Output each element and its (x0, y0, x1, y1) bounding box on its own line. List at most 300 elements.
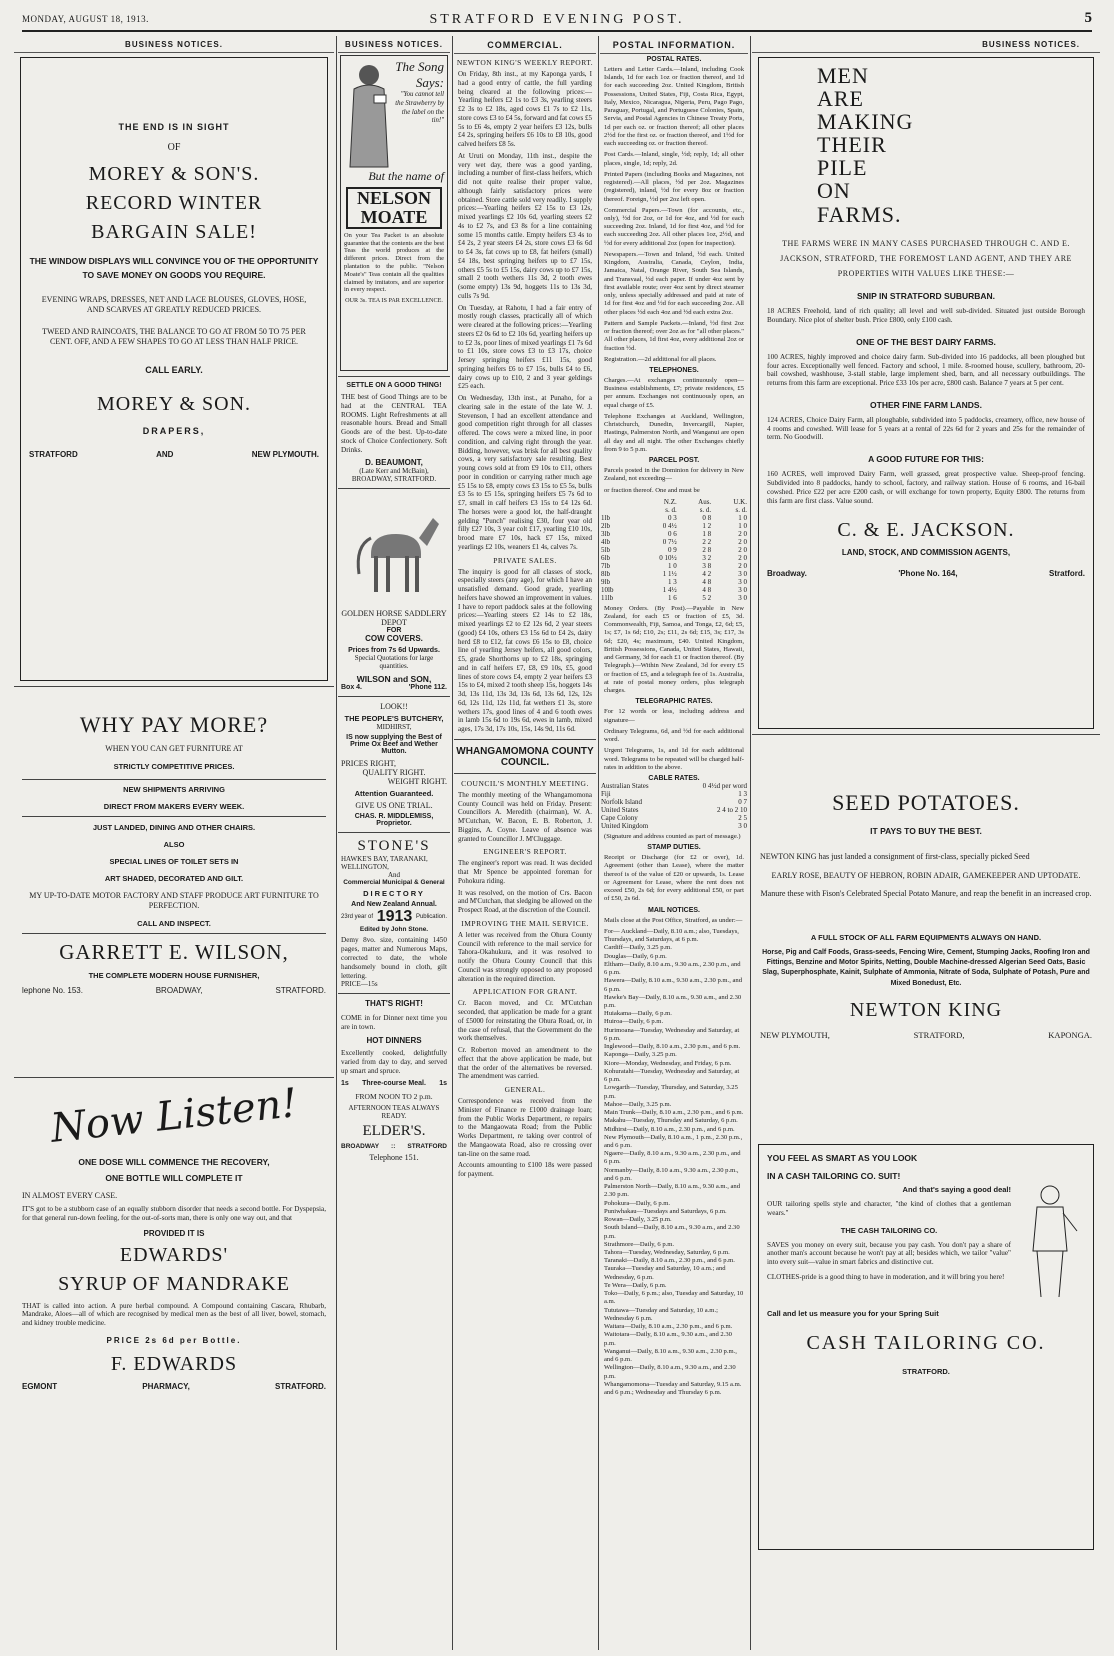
ad-line: CHAS. R. MIDDLEMISS, (354, 813, 434, 821)
ad-script-heading: Now Listen! (48, 1080, 300, 1152)
rate-cell: 0 9 (668, 545, 677, 554)
cable-row (600, 790, 748, 798)
mail-schedule-item: Huiroa—Daily, 6 p.m. (604, 1018, 664, 1026)
article-subheading: APPLICATION FOR GRANT. (472, 987, 578, 997)
rate-cell: 3 0 (738, 585, 747, 594)
mail-schedule-item: Eltham—Daily, 8.10 a.m., 9.30 a.m., 2.30 p.m., and 6 p.m. (604, 960, 741, 977)
ad-heading: MAKING (817, 109, 914, 135)
ad-subheading: A GOOD FUTURE FOR THIS: (868, 454, 984, 465)
section-heading: COMMERCIAL. (454, 40, 596, 54)
ad-line: CALL AND INSPECT. (137, 919, 211, 928)
ad-footer-item: STRATFORD (29, 449, 78, 459)
rate-cell: 1 6 (668, 593, 677, 602)
mail-schedule-item: Douglas—Daily, 6 p.m. (604, 952, 667, 960)
ad-subheading: ONE OF THE BEST DAIRY FARMS. (856, 336, 996, 347)
ad-line: THE END IS IN SIGHT (118, 122, 230, 132)
ad-body: IT'S got to be a stubborn case of an equally stubborn disorder that needs a second bottle. For Dyspepsia, for that general run-down feeling, for the out-of-sorts man, there is only one way out, and that (22, 1205, 326, 1222)
ad-heading: GARRETT E. WILSON, (59, 940, 289, 964)
rate-cell: 3 0 (738, 577, 747, 586)
cable-row (600, 782, 748, 790)
mail-schedule-item: Palmerston North—Daily, 8.10 a.m., 9.30 a.m., and 2.30 p.m. (604, 1183, 741, 1199)
section-heading: BUSINESS NOTICES. (752, 40, 1100, 53)
ad-heading: SETTLE ON A GOOD THING! (346, 382, 442, 389)
rate-cell: 1 8 (702, 529, 712, 538)
rate-row (600, 546, 748, 554)
rate-cell: Aus. (698, 497, 712, 506)
article-paragraph: The inquiry is good for all classes of stock, especially steers (any age), for which I have an unsatisfied demand. Good grade, yearling heifers have showed an improvement in values. I have to report paddock sales at the following prices:—Yearling steers £2 14s to £2 18s, mixed yearlings £2 to £2 12s 6d, 2 year steers (good) £4 10s, others £3 15s 6d to £4 2s, dairy herd £8 to £12, fat cows £6 15s to £8, choice line of yearling Jersey heifers, all good colors, £5, grade Shorthorns up to £2 18s, springing and in calf heifers £7, £8, £9 10s, £5, good lines of store cows £4, empty 2 year heifers £3 15s to £4, mixed 2 tooth sheep 15s, hoggets 14s 3d, 13s 11d, 13s 3d, 13s 6d, 13s 6d, 12s, 12s 6d, 12s 11d, 12s 11d, fat wethers £1 3s, store wethers 17s, good lines of 4 and 6 tooth ewes in lamb 15s 6d to 19s 6d, ewes in lamb, mixed ages, 17s 3d, 17s 10s, 15s, 14s 9d, 11s 6d. (458, 567, 592, 733)
section-heading: BUSINESS NOTICES. (14, 40, 334, 53)
postal-subheading: TELEPHONES. (649, 366, 699, 374)
rate-cell: 0 4½ (662, 521, 677, 530)
ad-line: QUALITY RIGHT. (362, 768, 426, 778)
ad-golden-horse-saddlery (338, 494, 450, 691)
rate-cell: 2 0 (738, 545, 747, 554)
cable-cell: United Kingdom (601, 822, 649, 830)
rate-cell: s. d. (665, 505, 677, 514)
ad-line: JUST LANDED, DINING AND OTHER CHAIRS. (92, 823, 256, 832)
ad-line: THE CASH TAILORING CO. (840, 1225, 938, 1235)
ad-heading: THEIR (817, 132, 887, 158)
ad-heading: BARGAIN SALE! (91, 221, 257, 243)
rate-cell: s. d. (699, 505, 712, 514)
cable-cell: 0 4½d per word (702, 782, 747, 790)
ad-line: AFTERNOON TEAS ALWAYS READY. (348, 1104, 440, 1121)
ad-body: CLOTHES-pride is a good thing to have in moderation, and it will bring you here! (767, 1272, 1005, 1281)
ad-line: IT PAYS TO BUY THE BEST. (870, 826, 982, 836)
mail-schedule-item: Lowgarth—Tuesday, Thursday, and Saturday, 3.25 p.m. (604, 1084, 738, 1100)
ad-line: MIDHIRST, (376, 723, 412, 732)
article-title: NEWTON KING'S WEEKLY REPORT. (456, 58, 594, 67)
rate-cell: 2 0 (738, 529, 747, 538)
ad-line: STRICTLY COMPETITIVE PRICES. (113, 762, 235, 771)
mail-schedule-item: Huiakama—Daily, 6 p.m. (604, 1010, 672, 1018)
rate-cell: 2 0 (738, 537, 747, 546)
ad-footer-item: STRATFORD. (275, 1381, 326, 1391)
cable-row (600, 806, 748, 814)
column-rule (750, 36, 751, 1650)
ad-line: WHEN YOU CAN GET FURNITURE AT (105, 744, 243, 753)
ad-line: Commercial Municipal & General (343, 879, 445, 887)
ad-footer-item: EGMONT (22, 1381, 58, 1391)
postal-paragraph: Money Orders. (By Post).—Payable in New Zealand, for each £5 or fraction of £5, 3d. Commonwealth, Fiji, Samoa, and Tonga, £2, 6d; £5, 1s; £7, 1s 6d; £10, 2s; £11, 2s 6d; £15, 3s; £17, 3s 6d; £20, 4s; maximum, £40. United Kingdom, British Possessions, Canada, United States, Hawaii, and Germany, 3d for each £1 or fraction thereof. (By Telegraph.)—Within New Zealand, 3d for every £5 or fraction of £5, and a telegraph fee of 1s. Australia, at rate of postal money orders, plus telegraph charges. (604, 604, 744, 695)
rate-cell: 1 3 (668, 577, 677, 586)
ad-heading: ELDER'S. (362, 1123, 426, 1140)
cable-cell: United States (601, 806, 639, 814)
ad-footer-item: :: (391, 1143, 396, 1151)
ad-footer (29, 450, 319, 459)
rate-cell: 0 7½ (662, 537, 677, 546)
mail-schedule-item: Whangamomona—Tuesday and Saturday, 9.15 a.m. and 6 p.m.; Wednesday and Thursday 6 p.m. (604, 1380, 742, 1396)
ad-body: 124 ACRES, Choice Dairy Farm, all ploughable, subdivided into 5 paddocks, creamery, office, new house of 4 rooms and cowshed. Will lease for 5 years at a rental of 22s 6d for 2 years and 25s for the remainder of term. No Goodwill. (767, 415, 1085, 442)
ad-cash-tailoring (758, 1144, 1094, 1550)
ad-footer-item: STRATFORD, (913, 1029, 965, 1040)
rate-cell: 1 0 (668, 561, 677, 570)
rate-cell: 6lb (601, 553, 610, 562)
mail-schedule-item: Midhirst—Daily, 8.10 a.m., 2.30 p.m., and 6 p.m. (604, 1125, 735, 1133)
ad-garrett-wilson (14, 692, 334, 1072)
ad-beaumont (338, 382, 450, 483)
ad-body: THE best of Good Things are to be had at the CENTRAL TEA ROOMS. Light Refreshments at all reasonable hours. Bread and Small Goods are of the best. Up-to-date stock of Choice Confectionery. Soft Drinks. (341, 393, 447, 454)
mail-schedule-item: Waitotara—Daily, 8.10 a.m., 9.30 a.m., and 2.30 p.m. (604, 1331, 732, 1347)
rate-cell: 10lb (601, 585, 614, 594)
ad-line: STRATFORD. (902, 1367, 950, 1376)
horse-illustration (341, 494, 445, 604)
ad-line: HOT DINNERS (366, 1035, 422, 1045)
ad-line: PROVIDED IT IS (143, 1228, 205, 1238)
mail-schedule-item: Hurimoana—Tuesday, Wednesday and Saturday, at 6 p.m. (604, 1026, 740, 1042)
rate-row (600, 594, 748, 602)
ad-body: Demy 8vo. size, containing 1450 pages, matter and Numerous Maps, corrected to date, the whole handsomely bound in cloth, gilt lettering. (341, 936, 447, 980)
ad-footer-item: 23rd year of (341, 914, 374, 921)
postal-paragraph: or fraction thereof. One and must be (604, 486, 700, 494)
rate-cell: 2 0 (738, 561, 747, 570)
rate-cell: 1 1½ (662, 569, 677, 578)
article-paragraph: The engineer's report was read. It was decided that Mr Spence be appointed foreman for Pohokura riding. (458, 859, 592, 885)
ad-line: D. BEAUMONT, (365, 458, 423, 468)
ad-heading: WHY PAY MORE? (79, 712, 269, 737)
ad-line: Special Quotations for large quantities. (354, 654, 434, 671)
postal-paragraph: For 12 words or less, including address and signature— (604, 708, 744, 724)
rate-cell: 1 0 (738, 513, 747, 522)
mail-schedule-item: Wellington—Daily, 8.10 a.m., 9.30 a.m., and 2.30 p.m. (604, 1364, 736, 1380)
article-paragraph: Accounts amounting to £100 18s were passed for payment. (458, 1161, 592, 1178)
rate-row (600, 562, 748, 570)
woman-with-cup-illustration (344, 59, 394, 169)
ad-line: PRICE 2s 6d per Bottle. (106, 1335, 242, 1345)
mail-schedule-item: Hawera—Daily, 8.10 a.m., 9.30 a.m., 2.30 p.m., and 6 p.m. (604, 977, 743, 993)
ad-line: A FULL STOCK OF ALL FARM EQUIPMENTS ALWAYS ON HAND. (810, 933, 1042, 943)
ad-footer-item: AND (156, 449, 174, 459)
rate-cell: 5lb (601, 545, 610, 554)
rate-row (600, 522, 748, 530)
column-3 (454, 36, 596, 1650)
ad-heading: MOREY & SON'S. (88, 163, 260, 185)
ad-subheading: OTHER FINE FARM LANDS. (870, 399, 982, 410)
ad-line: WILSON and SON, (356, 674, 432, 685)
cable-cell: 0 7 (738, 798, 747, 806)
cable-cell: Cape Colony (601, 814, 638, 822)
ad-line: FROM NOON TO 2 p.m. (355, 1092, 433, 1102)
rate-cell: 1 0 (738, 521, 747, 530)
article-subheading: GENERAL. (504, 1085, 546, 1094)
rate-cell: 3 8 (702, 561, 712, 570)
rate-row (600, 530, 748, 538)
column-5 (752, 36, 1100, 1650)
rate-row (600, 586, 748, 594)
article-paragraph: On Friday, 8th inst., at my Kaponga yards, I had a good entry of cattle, the full yarding being cleared at the following prices:—Yearling heifers £2 1s to £3 3s, yearling steers £2 3s to £2 18s, aged cows £1 7s to £2 11s, store cows £3 to £4 5s, forward and fat cows £5 5s to £6 4s, empty 2 year heifers £3 12s, bulls £4 2s, springing heifers £6 10s to £8 10s, good calved heifers £8 5s. (458, 70, 592, 148)
ad-heading: SYRUP OF MANDRAKE (58, 1272, 290, 1295)
mail-schedule-item: Strathmore—Daily, 6 p.m. (604, 1240, 675, 1248)
mail-schedule-item: Makahu—Tuesday, Thursday and Saturday, 6 p.m. (604, 1117, 738, 1125)
ad-subheading: SNIP IN STRATFORD SUBURBAN. (856, 291, 996, 302)
ad-footer (760, 1030, 1092, 1040)
rate-cell: 5 2 (702, 593, 712, 602)
ad-line: (Late Kerr and McBain), (359, 467, 429, 476)
ad-line: Manure these with Fison's Celebrated Special Potato Manure, and reap the benefit in an increased crop. (760, 889, 1092, 899)
ad-line: DRAPERS, (142, 425, 206, 436)
rate-cell: 0 6 (668, 529, 677, 538)
mail-schedule-item: Tauraka—Tuesday and Saturday, 10 a.m.; and Wednesday, 6 p.m. (604, 1265, 726, 1281)
rate-cell: 0 3 (668, 513, 677, 522)
ad-body: THAT is called into action. A pure herbal compound. A Compound containing Cascara, Rhubarb, Mandrake, Aloes—all of which are recognised by medical men as the best of all liver, bowel, stomach, and kidney trouble medicine. (22, 1301, 326, 1328)
article-paragraph: Cr. Bacon moved, and Cr. M'Cutchan seconded, that application be made for a grant of £5000 for reinstating the Ohura Road, or, in the case of refusal, that the Government do the work themselves. (458, 999, 592, 1043)
cable-cell: Norfolk Island (601, 798, 643, 806)
ad-line: Prices from 7s 6d Upwards. (348, 647, 440, 655)
ad-body: Excellently cooked, delightfully varied from day to day, and served up smart and spruce. (341, 1048, 447, 1075)
ad-newton-king-seed-potatoes (752, 740, 1100, 1140)
ad-line: Edited by John Stone. (359, 926, 429, 934)
ad-heading-stack (817, 64, 1085, 226)
ad-footer-item: BROADWAY (341, 1143, 380, 1151)
ad-footer-item: KAPONGA. (1048, 1029, 1092, 1040)
mail-schedule-item: South Island—Daily, 8.10 a.m., 9.30 a.m., and 2.30 p.m. (604, 1224, 740, 1240)
mail-schedule-item: Waitara—Daily, 8.10 a.m., 2.30 p.m., and 6 p.m. (604, 1323, 733, 1331)
gentleman-figure-illustration (1015, 1181, 1085, 1301)
rate-cell: 2lb (601, 521, 610, 530)
cable-cell: 1 3 (738, 790, 747, 798)
postal-subheading: TELEGRAPHIC RATES. (635, 698, 713, 706)
ad-line: DIRECTORY (363, 889, 425, 899)
ad-line: Attention Guaranteed. (354, 789, 434, 799)
ad-line: ONE BOTTLE WILL COMPLETE IT (105, 1173, 243, 1183)
ad-line: Call and let us measure you for your Spring Suit (767, 1309, 939, 1318)
ad-line: OF (167, 142, 181, 153)
rate-row (600, 554, 748, 562)
ad-line: NEW SHIPMENTS ARRIVING (123, 785, 225, 794)
ad-footer-item: Stratford. (1049, 569, 1085, 579)
ad-body: Horse, Pig and Calf Foods, Grass-seeds, Fencing Wire, Cement, Stumping Jacks, Roofing Iron and Fittings, Benzine and Motor Spirits, Netting, Double Machine-dressed Algerian Seed Oats, Basic Slag, Superphosphate, Kainit, Sulphate of Ammonia, Nitrate of Soda, Sulphate of Potash, Pure and Mixed Bonedust, Etc. (762, 949, 1090, 987)
postal-paragraph: Ordinary Telegrams, 6d, and ½d for each additional word. (604, 727, 744, 744)
postal-subheading: STAMP DUTIES. (647, 844, 701, 852)
ad-heading: MEN (817, 63, 869, 88)
rate-cell: 1 2 (702, 521, 712, 530)
mail-schedule-item: Hawke's Bay—Daily, 8.10 a.m., 9.30 a.m., and 2.30 p.m. (604, 993, 742, 1009)
mail-schedule-item: Wanganui—Daily, 8.10 a.m., 9.30 a.m., 2.30 p.m., and 6 p.m. (604, 1347, 737, 1364)
ad-line: ALSO (163, 840, 185, 849)
rate-cell: N.Z. (663, 497, 677, 506)
cable-cell: 2 4 to 2 10 (717, 806, 747, 814)
mail-schedule-item: Te Wera—Daily, 6 p.m. (604, 1281, 667, 1289)
mail-schedule-item: Kohuratahi—Tuesday, Wednesday and Saturday, at 6 p.m. (604, 1067, 740, 1084)
ad-footer (767, 569, 1085, 578)
postal-paragraph: Pattern and Sample Packets.—Inland, ½d first 2oz or fraction thereof; over 2oz as for "all other places." All other places, 1d first 4oz, every additional 2oz or fraction ½d. (604, 319, 744, 352)
ad-line: But the name of (368, 169, 444, 183)
cable-cell: Fiji (601, 790, 611, 798)
ad-line: IS now supplying the Best of Prime Ox Beef and Wether Mutton. (346, 734, 442, 756)
ad-footer-item: NEW PLYMOUTH. (251, 449, 319, 459)
postal-paragraph: Newspapers.—Town and Inland, ½d each. United Kingdom, Australia, Canada, Ceylon, India, Jamaica, Natal, Orange River, South Sea Islands, and Transvaal, ½d each paper. If under 4oz sent by first available route; over 4oz sent by direct steamer only, unless specially addressed and paid at rate of 1d for first 4oz and ½d for each succeeding 2oz. All other places ½d each 4oz and ½d each extra 2oz. (604, 250, 744, 316)
ad-line: NEWTON KING has just landed a consignment of first-class, specially picked Seed (760, 852, 1030, 861)
article-paragraph: At Uruti on Monday, 11th inst., despite the very wet day, there was a good yarding, including a number of first-class heifers, which did not quite realise their proper value, although fairly satisfactory prices were obtained. Store cattle sold very readily. I supply prices:—Yearling heifers £2 15s to £3 12s, mixed yearlings £2 10s 6d, yearling steers £2 4s to £2 7s, and £3 8s for a line containing some 15 months cattle. Empty heifers £3 4s to £4 2s, 2 year steers £4 2s, store cows £3 6s 6d to £4 3s, fat cows up to £8, fat heifers (small) £4 18s, best springing heifers up to £7 15s, others £5 5s to £5 15s, dairy cows up to £7 15s, small 2 tooth wethers 11s 3d, 2 tooth ewes (some empty) 13s 9d, hoggets 11s to 13s 3d, culls 7s 9d. (458, 151, 592, 300)
ad-line: LAND, STOCK, AND COMMISSION AGENTS, (841, 548, 1011, 558)
ad-peoples-butchery (338, 702, 450, 827)
article-paragraph: Correspondence was received from the Minister of Finance re £1000 drainage loan; from the Public Works Department, re repairs to the Mangaowata Road; from the Public Works Department, re taking over control of the Mangaowata Road, also re crossing over tan-line on the same road. (458, 1097, 592, 1158)
ad-price-line (341, 1080, 447, 1087)
ad-heading: CASH TAILORING CO. (806, 1332, 1046, 1354)
rate-cell: 9lb (601, 577, 610, 586)
rate-row (600, 570, 748, 578)
ad-line: PRICE—15s (341, 980, 378, 989)
rate-cell: 0 10½ (659, 553, 677, 562)
article-paragraph: On Tuesday, at Rahotu, I had a fair entry of mostly rough classes, practically all of which were cleared at the following prices:—Yearling steers £2 0s 6d to £2 10s 6d, yearling heifers up to £2 3s, poor lines of mixed yearlings £1 7s 6d to £1 10s, store cows £3 to £3 17s, choice Jersey springing heifers £11 15s, good springing heifers £6 to £7 15s, bulls £4 to £6, dairy cows up to £10, 2 and 3 year geldings £25 each. (458, 303, 592, 391)
mail-schedule-item: Kaponga—Daily, 3.25 p.m. (604, 1051, 677, 1059)
ad-footer-item: PHARMACY, (142, 1381, 190, 1391)
rate-cell: 4 8 (702, 577, 712, 586)
mail-schedule-item: For— Auckland—Daily, 8.10 a.m.; also, Tuesdays, Thursdays, and Saturdays, at 6 p.m. (604, 927, 739, 944)
rate-cell: 2 8 (702, 545, 712, 554)
mail-schedule-item: Main Trunk—Daily, 8.10 a.m., 2.30 p.m., and 6 p.m. (604, 1109, 744, 1117)
postal-paragraph: Receipt or Discharge (for £2 or over), 1d. Agreement (other than Lease), where the matter thereof is of the value of £20 or upwards, 1s. Lease or Agreement for Lease, where the rent does not exceed £50, 2s 6d; for every additional £50, or part of £50, 2s 6d. (604, 854, 744, 903)
rate-cell: 3 2 (702, 553, 712, 562)
ad-heading: C. & E. JACKSON. (837, 519, 1015, 542)
ad-line: HAWKE'S BAY, TARANAKI, WELLINGTON, (341, 855, 428, 872)
ad-line: ONE DOSE WILL COMMENCE THE RECOVERY, (78, 1157, 270, 1167)
postal-paragraph: Registration.—2d additional for all places. (604, 355, 717, 363)
ad-heading: NEWTON KING (849, 998, 1003, 1021)
mail-schedule-item: Taranaki—Daily, 8.10 a.m., 2.30 p.m., and 6 p.m. (604, 1257, 735, 1265)
rate-cell: 3lb (601, 529, 610, 538)
article-subheading: PRIVATE SALES. (493, 555, 557, 565)
column-4 (600, 36, 748, 1650)
ad-line: THE COMPLETE MODERN HOUSE FURNISHER, (88, 971, 260, 980)
cable-cell: Australian States (601, 782, 649, 790)
rate-cell: U.K. (733, 497, 747, 506)
ad-footer-item: Publication. (415, 914, 447, 921)
mail-schedule-item: Cardiff—Daily, 3.25 p.m. (604, 944, 672, 952)
mail-schedule-item: Pohokura—Daily, 6 p.m. (604, 1199, 671, 1207)
cable-rate-table (600, 782, 748, 830)
postal-paragraph: (Signature and address counted as part of message.) (604, 833, 741, 840)
ad-heading: THAT'S RIGHT! (365, 999, 423, 1009)
section-heading: POSTAL INFORMATION. (600, 40, 748, 54)
cable-row (600, 798, 748, 806)
mail-schedule-item: Tututawa—Tuesday and Saturday, 10 a.m.; Wednesday 6 p.m. (604, 1306, 718, 1322)
article-paragraph: On Wednesday, 13th inst., at Punaho, for a clearing sale in the estate of the late W. J. Stevenson, I had an excellent attendance and good competition right through for all classes offered. The cows were a mixed line, in poor condition, and calving right through the year. Bidding, however, was brisk for all best quality cows, a very satisfactory sale resulting. Best young cows sold at from £9 10s to £11, others poor in condition or carrying rather much age £5 15s to £8, empty cows £3 15s to £5 5s, bulls £3 5s to £5 15s, springing heifers £5 7s 6d to £7, small in calf heifers £3 15s to £4 12s 6d. The horses were a good lot, the half-draught gelding "Punch" realising £30, four year old filly £27 10s, 3 year colt £17, yearling £10 10s, brood mare £7 10s, hack £7 15s, mixed yearlings £2 10s, weaners £1 4s, calves 7s. (458, 394, 592, 551)
ad-footer (22, 986, 326, 995)
ad-body: 100 ACRES, highly improved and choice dairy farm. Sub-divided into 16 paddocks, all been ploughed but four acres. Exceptionally well fenced. Factory and school, 1 mile. 8-roomed house, scullery, bathroom, 20-bail cowshed, washhouse, 3-stall stable, large implement shed, barn, and all necessary outbuildings. The returns from this farm are exceptional. Price £33 10s per acre, £800 cash. Balance 7 years at 5 per cent. (767, 352, 1085, 388)
ad-nelson-moate-tea (340, 55, 448, 371)
ad-line: FOR (386, 627, 402, 635)
ad-jackson-farms (758, 57, 1094, 729)
article-paragraph: The monthly meeting of the Whangamomona County Council was held on Friday. Present: Councillors A. Meredith (chairman), W. A. M'Cutchan, W. Bacon, E. B. Roberton, J. Biggins, A. Coyne. Leave of absence was granted to Councillor J. M'Cluggage. (458, 790, 592, 843)
ad-body: On your Tea Packet is an absolute guarantee that the contents are the best Teas the world produces at the different prices. Direct from the plantation to the public. "Nelson Moate's" Teas contain all the qualities claimed by imitators, and are superior in every respect. (344, 231, 444, 294)
column-rule (452, 36, 453, 1650)
postal-paragraph: Urgent Telegrams, 1s, and 1d for each additional word. Telegrams to be repeated will be charged half-rates in addition to the above. (604, 747, 744, 771)
ad-footer-item: STRATFORD. (275, 986, 326, 995)
rate-cell: 4lb (601, 537, 610, 546)
rate-cell (600, 506, 633, 514)
cable-row (600, 822, 748, 830)
ad-line: GIVE US ONE TRIAL. (355, 801, 433, 811)
rate-cell: 1lb (601, 513, 610, 522)
postal-paragraph: Charges.—At exchanges continuously open—Business establishments, £7; private residences, £5 per annum. Exchanges not continuously open, an equal charge of £5. (604, 376, 744, 409)
ad-body: OUR tailoring spells style and character, "the kind of clothes that a gentleman wears." (767, 1200, 1011, 1217)
ad-footer (341, 684, 447, 691)
ad-heading: EDWARDS' (119, 1243, 229, 1266)
ad-footer-item: BROADWAY, (155, 986, 203, 995)
ad-line: COW COVERS. (365, 634, 423, 644)
ad-line: BROADWAY, STRATFORD. (351, 475, 437, 484)
ad-line: And New Zealand Annual. (351, 901, 437, 909)
ad-line: DIRECT FROM MAKERS EVERY WEEK. (103, 802, 245, 811)
rate-cell: 8lb (601, 569, 610, 578)
ad-stones-directory (338, 838, 450, 988)
page-number: 5 (1084, 10, 1092, 26)
postal-subheading: MAIL NOTICES. (648, 906, 700, 914)
column-2 (338, 36, 450, 1650)
ad-heading: FARMS. (817, 201, 902, 227)
rate-cell: s. d. (735, 505, 747, 514)
rate-row (600, 514, 748, 522)
ad-footer-item: NEW PLYMOUTH, (760, 1029, 830, 1040)
mail-schedule-item: Normanby—Daily, 8.10 a.m., 9.30 a.m., 2.30 p.m., and 6 p.m. (604, 1166, 739, 1182)
rate-row (600, 506, 748, 514)
ad-line: THE WINDOW DISPLAYS WILL CONVINCE YOU OF THE OPPORTUNITY TO SAVE MONEY ON GOODS YOU REQUIRE. (29, 256, 319, 281)
article-paragraph: Cr. Roberton moved an amendment to the effect that the above application be made, but that the order of the alternatives be reversed. The amendment was carried. (458, 1046, 592, 1081)
ad-line: SPECIAL LINES OF TOILET SETS IN (109, 857, 239, 866)
mail-schedule-item: Puniwhakau—Tuesdays and Saturdays, 6 p.m. (604, 1207, 727, 1215)
rate-cell: 4 2 (702, 569, 712, 578)
issue-date: MONDAY, AUGUST 18, 1913. (22, 14, 149, 24)
ad-footer-item: STRATFORD (407, 1143, 447, 1151)
ad-heading: The Song Says: (395, 59, 444, 90)
ad-footer (22, 1382, 326, 1391)
ad-heading: SEED POTATOES. (832, 790, 1020, 815)
ad-heading: GOLDEN HORSE SADDLERY DEPOT (341, 609, 447, 628)
ad-line: IN ALMOST EVERY CASE. (22, 1191, 118, 1200)
ad-line: EARLY ROSE, BEAUTY OF HEBRON, ROBIN ADAIR, GAMEKEEPER AND UPTODATE. (771, 871, 1081, 880)
ad-line: PRICES RIGHT, (341, 759, 396, 769)
postal-paragraph: Parcels posted in the Dominion for delivery in New Zealand, not exceeding— (604, 467, 744, 483)
ad-heading: ON (817, 178, 851, 204)
rate-cell: 4 8 (702, 585, 712, 594)
ad-heading: PILE (817, 155, 868, 181)
article-paragraph: A letter was received from the Ohura County Council with reference to the mail service for Tahora-Okahukura, and it was resolved to notify the Ohura County Council that this Council was strongly opposed to any proposed alteration in the required direction. (458, 930, 592, 983)
brand-name: NELSON MOATE (346, 187, 442, 229)
cable-row (600, 814, 748, 822)
ad-line: And that's saying a good deal! (902, 1185, 1011, 1194)
ad-year-line (341, 908, 447, 926)
parcel-rate-table (600, 498, 748, 602)
mail-schedule-item: Tahora—Tuesday, Wednesday, Saturday, 6 p.m. (604, 1249, 730, 1257)
postal-subheading: PARCEL POST. (648, 457, 700, 465)
ad-heading: ARE (817, 86, 864, 112)
ad-line: EVENING WRAPS, DRESSES, NET AND LACE BLOUSES, GLOVES, HOSE, AND SCARVES AT GREATLY REDUCED PRICES. (41, 294, 307, 314)
ad-footer-item: 1s (341, 1080, 349, 1088)
column-rule (336, 36, 337, 1650)
ad-line: THE FARMS WERE IN MANY CASES PURCHASED THROUGH C. AND E. JACKSON, STRATFORD, THE FOREMOST LAND AGENT, AND THEY ARE PROPERTIES WITH VALUES LIKE THESE:— (780, 238, 1072, 279)
article-paragraph: It was resolved, on the motion of Crs. Bacon and M'Cutchan, that sledging be allowed on the Prospect Road, at the discretion of the Council. (458, 888, 592, 914)
ad-heading: THE PEOPLE'S BUTCHERY, (344, 714, 444, 724)
ad-line: And (387, 871, 401, 880)
postal-paragraph: Mails close at the Post Office, Stratford, as under:— (604, 916, 743, 924)
ad-line: IN A CASH TAILORING CO. SUIT! (767, 1171, 901, 1181)
ad-heading: F. EDWARDS (110, 1352, 238, 1375)
ad-line: Proprietor. (376, 820, 412, 828)
column-rule (598, 36, 599, 1650)
ad-footer-item: Three-course Meal. (362, 1080, 426, 1088)
section-heading: BUSINESS NOTICES. (338, 40, 450, 53)
rate-cell (600, 498, 633, 506)
article-subheading: ENGINEER'S REPORT. (483, 847, 567, 857)
ad-body: 18 ACRES Freehold, land of rich quality; all level and well sub-divided. Situated just outside Borough Boundary. Nice plot of shelter bush. Price £800, only £100 cash. (767, 307, 1085, 324)
ad-footer-item: 1s (439, 1080, 447, 1088)
ad-elders (338, 999, 450, 1162)
ad-footer-item: 'Phone No. 164, (898, 569, 958, 579)
ad-footer (341, 1143, 447, 1150)
postal-paragraph: Telephone Exchanges at Auckland, Wellington, Christchurch, Dunedin, Invercargill, Napier, Hastings, Palmerston North, and Wanganui are open all day and all night. The other Exchanges chiefly from 9 to 5 p.m. (604, 412, 744, 453)
paper-title: STRATFORD EVENING POST. (429, 12, 685, 27)
